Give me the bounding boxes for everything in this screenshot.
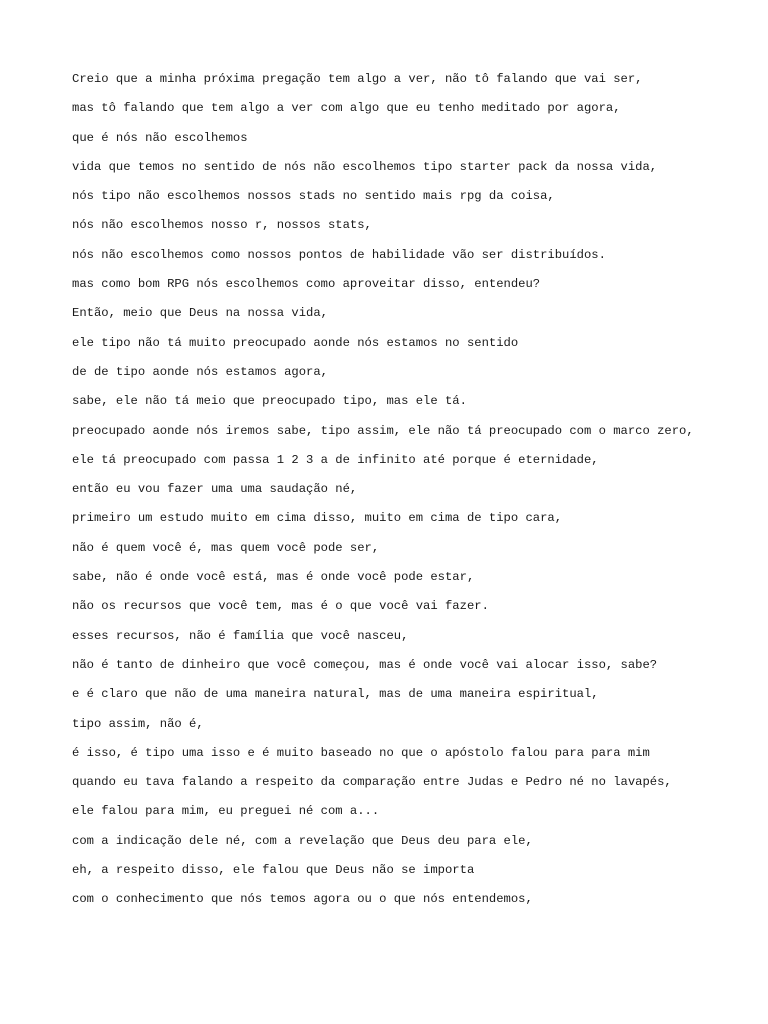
text-line: ele falou para mim, eu preguei né com a... [72,804,380,819]
text-line: Então, meio que Deus na nossa vida, [72,306,328,321]
text-line: mas como bom RPG nós escolhemos como aproveitar disso, entendeu? [72,277,541,292]
text-line: primeiro um estudo muito em cima disso, muito em cima de tipo cara, [72,511,563,526]
text-line: ele tipo não tá muito preocupado aonde nós estamos no sentido [72,335,519,350]
text-line: preocupado aonde nós iremos sabe, tipo assim, ele não tá preocupado com o marco zero, [72,423,694,438]
text-line: com a indicação dele né, com a revelação que Deus deu para ele, [72,833,533,848]
text-line: mas tô falando que tem algo a ver com algo que eu tenho meditado por agora, [72,101,621,116]
text-line: com o conhecimento que nós temos agora ou o que nós entendemos, [72,892,533,907]
text-line: que é nós não escolhemos [72,130,248,145]
text-line: nós não escolhemos nosso r, nossos stats, [72,218,372,233]
text-line: nós não escolhemos como nossos pontos de habilidade vão ser distribuídos. [72,247,606,262]
text-line: sabe, não é onde você está, mas é onde você pode estar, [72,570,475,585]
text-line: tipo assim, não é, [72,716,204,731]
text-line: ele tá preocupado com passa 1 2 3 a de infinito até porque é eternidade, [72,452,599,467]
text-line: não os recursos que você tem, mas é o que você vai fazer. [72,599,489,614]
text-line: de de tipo aonde nós estamos agora, [72,364,328,379]
text-line: não é tanto de dinheiro que você começou, mas é onde você vai alocar isso, sabe? [72,657,658,672]
document-text [72,72,704,922]
text-line: então eu vou fazer uma uma saudação né, [72,482,358,497]
text-line: e é claro que não de uma maneira natural, mas de uma maneira espiritual, [72,687,599,702]
text-line: é isso, é tipo uma isso e é muito baseado no que o apóstolo falou para para mim [72,745,650,760]
text-line: nós tipo não escolhemos nossos stads no sentido mais rpg da coisa, [72,189,555,204]
text-line: eh, a respeito disso, ele falou que Deus não se importa [72,863,475,878]
text-line: vida que temos no sentido de nós não escolhemos tipo starter pack da nossa vida, [72,159,658,174]
text-line: não é quem você é, mas quem você pode ser, [72,540,380,555]
text-line: quando eu tava falando a respeito da comparação entre Judas e Pedro né no lavapés, [72,775,672,790]
text-line: esses recursos, não é família que você nasceu, [72,628,409,643]
text-line: Creio que a minha próxima pregação tem algo a ver, não tô falando que vai ser, [72,72,643,86]
text-line: sabe, ele não tá meio que preocupado tipo, mas ele tá. [72,394,467,409]
